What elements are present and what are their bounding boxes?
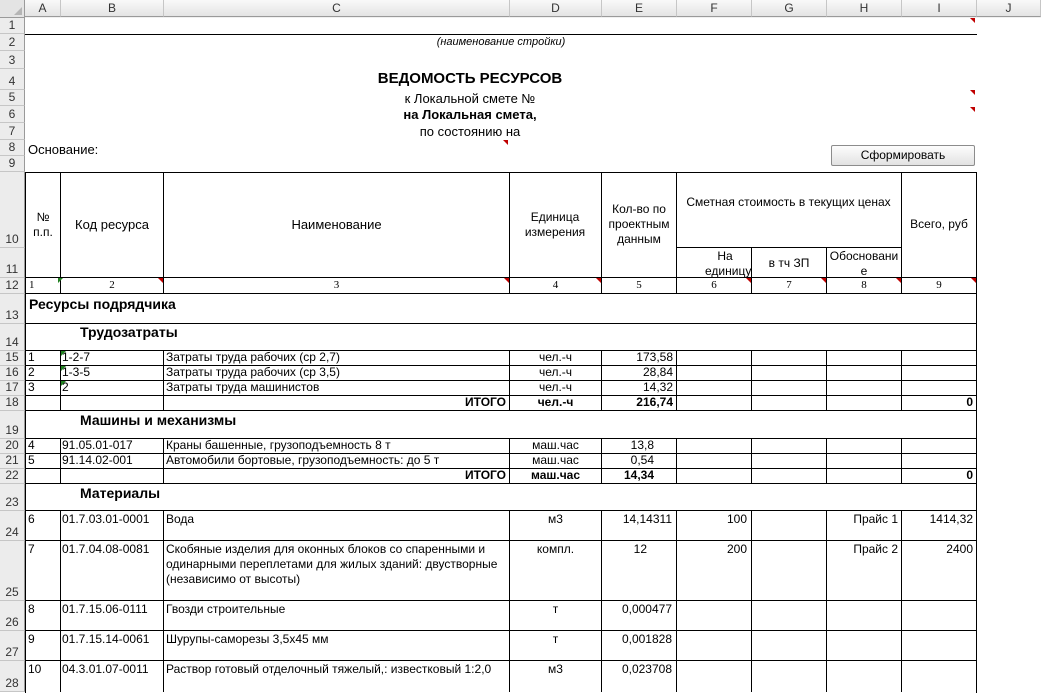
grid-line [509,172,510,294]
row-header[interactable]: 25 [0,541,25,601]
resource-code: 04.3.01.07-0011 [62,662,149,676]
row-header[interactable]: 7 [0,123,25,140]
row-header[interactable]: 16 [0,366,25,381]
column-header-h[interactable]: H [827,0,902,17]
grid-line [901,510,902,692]
grid-line [25,323,26,693]
grid-line [676,510,677,692]
resource-quantity: 0,023708 [621,662,672,676]
grid-line [901,172,902,294]
column-header-j[interactable]: J [977,0,1041,17]
resource-name: Вода [166,512,195,526]
resource-name: Скобяные изделия для оконных блоков со спаренными и одинарными переплетами для жилых зданий: двустворные (независимо от высоты) [166,542,498,586]
page-title: ВЕДОМОСТЬ РЕСУРСОВ [377,70,563,87]
row-header[interactable]: 10 [0,172,25,248]
row-header[interactable]: 24 [0,511,25,541]
header-basis: Обоснование [829,249,899,278]
unit-price: 200 [726,542,747,556]
row-header[interactable]: 3 [0,51,25,69]
price-basis: Прайс 1 [853,512,898,526]
row-header[interactable]: 23 [0,484,25,511]
grid-line [826,510,827,692]
grid-line [601,172,602,294]
generate-button[interactable]: Сформировать [831,145,975,166]
grid-line [826,350,827,411]
resource-quantity: 0,000477 [621,602,672,616]
col-number: 2 [109,279,115,291]
grid-line [25,660,977,661]
resource-unit: чел.-ч [538,350,573,364]
row-total: 2400 [946,542,973,556]
row-header[interactable]: 22 [0,469,25,484]
subtitle-estimate-number: к Локальной смете № [404,91,536,106]
section-contractor-resources: Ресурсы подрядчика [29,296,176,312]
comment-indicator[interactable] [970,90,975,95]
grid-line [976,172,977,324]
comment-indicator[interactable] [596,278,601,283]
resource-unit: т [552,602,559,616]
resource-name: Затраты труда рабочих (ср 2,7) [166,350,340,364]
row-header[interactable]: 8 [0,140,25,156]
resource-name: Автомобили бортовые, грузоподъемность: до 5 т [166,453,440,467]
col-number: 6 [711,279,717,291]
row-header[interactable]: 20 [0,439,25,454]
error-indicator[interactable] [61,366,66,371]
select-all-corner[interactable] [0,0,25,18]
error-indicator[interactable] [58,278,63,283]
resource-name: Затраты труда машинистов [166,380,320,394]
row-header[interactable]: 19 [0,411,25,439]
row-header[interactable]: 1 [0,18,25,34]
row-header[interactable]: 28 [0,661,25,692]
grid-line [25,172,977,173]
header-quantity: Кол-во по проектным данным [608,202,670,246]
grid-line [163,510,164,692]
subtitle-state-date: по состоянию на [419,124,521,139]
row-header[interactable]: 12 [0,278,25,294]
resource-unit: т [552,632,559,646]
row-header[interactable]: 26 [0,601,25,631]
comment-indicator[interactable] [746,278,751,283]
grid-line [60,438,61,484]
grid-line [751,438,752,484]
column-header-d[interactable]: D [510,0,602,17]
resource-unit: м3 [548,512,563,526]
resource-quantity: 13,8 [630,438,654,452]
row-number: 9 [28,632,35,646]
column-header-e[interactable]: E [602,0,677,17]
total-unit: чел.-ч [537,395,574,409]
row-header[interactable]: 13 [0,294,25,324]
row-header[interactable]: 6 [0,106,25,123]
column-header-a[interactable]: A [25,0,61,17]
resource-code: 01.7.15.14-0061 [62,632,150,646]
section-materials: Материалы [80,485,161,501]
row-header[interactable]: 4 [0,69,25,90]
column-header-bar [0,0,1041,18]
section-labor: Трудозатраты [80,324,178,340]
resource-code: 01.7.03.01-0001 [62,512,150,526]
header-resource-code: Код ресурса [75,217,149,232]
resource-name: Раствор готовый отделочный тяжелый,: известковый 1:2,0 [166,662,492,676]
error-indicator[interactable] [61,381,66,386]
comment-indicator[interactable] [896,278,901,283]
column-header-f[interactable]: F [677,0,752,17]
header-estimated-cost: Сметная стоимость в текущих ценах [686,195,891,209]
row-header[interactable]: 14 [0,324,25,351]
price-basis: Прайс 2 [853,542,898,556]
grid-line [60,172,61,294]
column-header-b[interactable]: B [61,0,164,17]
resource-code: 01.7.04.08-0081 [62,542,150,556]
resource-unit: м3 [548,662,563,676]
section-machines: Машины и механизмы [80,412,237,428]
col-number: 5 [636,279,642,291]
resource-code: 91.14.02-001 [62,453,133,467]
grid-line [25,630,977,631]
grid-line [677,247,902,248]
col-number: 8 [861,279,867,291]
resource-quantity: 14,14311 [622,512,672,526]
grid-line [751,350,752,411]
total-sum: 0 [966,395,973,409]
row-number: 7 [28,542,35,556]
grid-line [25,540,977,541]
row-total: 1414,32 [929,512,973,526]
column-header-i[interactable]: I [902,0,977,17]
grid-line [676,172,677,294]
resource-code: 01.7.15.06-0111 [62,602,148,616]
grid-line [676,438,677,484]
col-number: 7 [786,279,792,291]
resource-code: 91.05.01-017 [62,438,133,452]
resource-quantity: 0,001828 [621,632,672,646]
grid-line [163,172,164,294]
resource-unit: компл. [536,542,575,556]
row-number: 5 [28,453,35,467]
resource-quantity: 0,54 [630,453,654,467]
resource-unit: маш.час [532,438,579,452]
resource-quantity: 28,84 [642,365,673,379]
grid-line [25,410,977,411]
total-sum: 0 [966,468,973,482]
construction-name-caption: (наименование стройки) [436,36,566,48]
grid-line [25,172,26,324]
row-header[interactable]: 15 [0,351,25,366]
row-number: 3 [28,380,35,394]
grid-line [751,510,752,692]
row-header[interactable]: 5 [0,90,25,106]
header-unit: Единица измерения [524,210,586,239]
comment-indicator[interactable] [970,107,975,112]
total-quantity: 14,34 [623,468,654,482]
row-number: 2 [28,365,35,379]
col-number: 1 [29,279,35,291]
row-header[interactable]: 18 [0,396,25,411]
resource-name: Затраты труда рабочих (ср 3,5) [166,365,340,379]
col-number: 3 [333,279,340,291]
grid-line [25,293,977,294]
worksheet[interactable] [25,18,1041,692]
resource-quantity: 173,58 [636,350,673,364]
col-number: 4 [552,279,559,291]
comment-indicator[interactable] [503,140,508,145]
resource-code: 2 [62,380,69,394]
error-indicator[interactable] [61,351,66,356]
grid-line [826,438,827,484]
row-number: 8 [28,602,35,616]
grid-line [976,323,977,693]
resource-quantity: 12 [633,542,647,556]
col-number: 9 [936,279,942,291]
header-name: Наименование [291,217,382,232]
column-header-c[interactable]: C [164,0,510,17]
grid-line [676,350,677,411]
total-label: ИТОГО [465,395,506,409]
grid-line [25,510,977,511]
resource-quantity: 14,32 [642,380,673,394]
row-header[interactable]: 9 [0,156,25,172]
resource-code: 1-2-7 [62,350,91,364]
header-number: № п.п. [33,210,53,239]
comment-indicator[interactable] [971,278,976,283]
row-header[interactable]: 2 [0,34,25,51]
row-header[interactable]: 17 [0,381,25,396]
comment-indicator[interactable] [970,18,975,23]
comment-indicator[interactable] [821,278,826,283]
comment-indicator[interactable] [504,278,509,283]
total-label: ИТОГО [465,468,506,482]
row-number: 6 [28,512,35,526]
grid-line [25,600,977,601]
grid-line [60,510,61,692]
basis-label: Основание: [28,142,99,157]
comment-indicator[interactable] [158,278,163,283]
subtitle-estimate-name: на Локальная смета, [403,107,537,122]
column-header-g[interactable]: G [752,0,827,17]
resource-code: 1-3-5 [62,365,91,379]
total-quantity: 216,74 [636,395,673,409]
header-per-unit: На единицу [705,249,752,278]
construction-underline [25,34,977,35]
total-unit: маш.час [530,468,581,482]
resource-unit: чел.-ч [538,380,573,394]
row-number: 4 [28,438,35,452]
row-number: 10 [28,662,42,676]
row-header[interactable]: 27 [0,631,25,661]
unit-price: 100 [726,512,747,526]
resource-name: Гвозди строительные [166,602,286,616]
resource-name: Шурупы-саморезы 3,5х45 мм [166,632,329,646]
resource-unit: чел.-ч [538,365,573,379]
row-number: 1 [28,350,35,364]
resource-name: Краны башенные, грузоподъемность 8 т [166,438,391,452]
row-header[interactable]: 11 [0,248,25,278]
header-total: Всего, руб [910,217,968,231]
row-header[interactable]: 21 [0,454,25,469]
grid-line [25,483,977,484]
header-incl-wage: в тч ЗП [768,256,810,270]
resource-unit: маш.час [532,453,579,467]
